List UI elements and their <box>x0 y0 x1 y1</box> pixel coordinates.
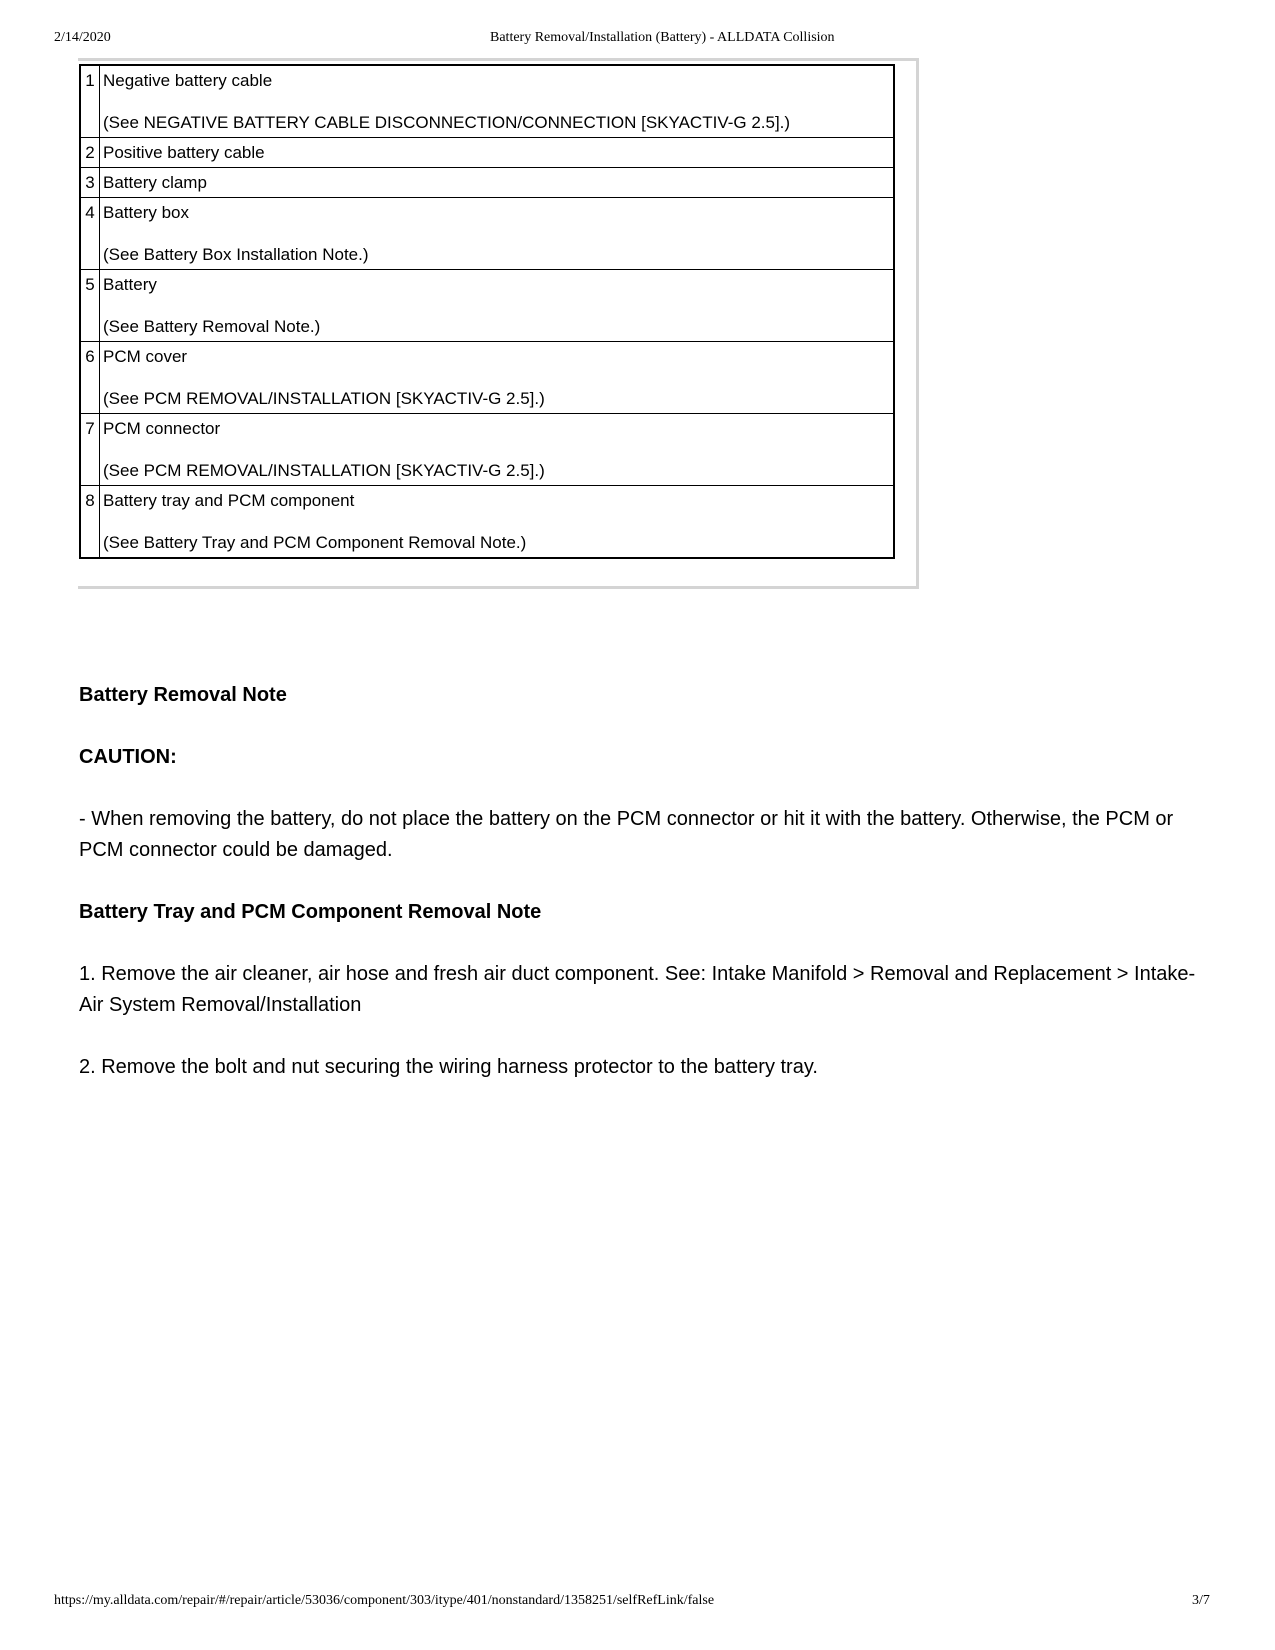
part-description <box>100 168 895 198</box>
table-row <box>80 65 894 138</box>
print-footer <box>0 1593 1275 1613</box>
part-number: 2 <box>80 138 100 168</box>
part-number: 8 <box>80 486 100 559</box>
table-row <box>80 342 894 414</box>
part-name: Positive battery cable <box>103 143 265 162</box>
part-reference-link[interactable]: (See Battery Removal Note.) <box>103 317 321 336</box>
part-reference-link[interactable]: (See PCM REMOVAL/INSTALLATION [SKYACTIV-G 2.5].) <box>103 461 545 480</box>
table-row <box>80 486 894 559</box>
part-reference-link[interactable]: (See PCM REMOVAL/INSTALLATION [SKYACTIV-G 2.5].) <box>103 389 545 408</box>
document-title: Battery Removal/Installation (Battery) - ALLDATA Collision <box>490 30 835 45</box>
part-number: 6 <box>80 342 100 414</box>
table-row <box>80 168 894 198</box>
part-description <box>100 414 895 486</box>
page-url: https://my.alldata.com/repair/#/repair/article/53036/component/303/itype/401/nonstandard/1358251/selfRefLink/false <box>54 1593 715 1608</box>
part-name: PCM connector <box>103 419 221 438</box>
page-number: 3/7 <box>1192 1593 1210 1608</box>
caution-text: - When removing the battery, do not place the battery on the PCM connector or hit it with the battery. Otherwise, the PCM or PCM connector could be damaged. <box>79 808 1174 861</box>
print-header <box>0 30 1275 50</box>
part-number: 4 <box>80 198 100 270</box>
part-name: Battery clamp <box>103 173 207 192</box>
table-row <box>80 198 894 270</box>
article-content <box>79 680 1209 1083</box>
part-name: Battery <box>103 275 157 294</box>
part-description <box>100 486 895 559</box>
part-description <box>100 198 895 270</box>
step-2: 2. Remove the bolt and nut securing the wiring harness protector to the battery tray. <box>79 1056 818 1078</box>
part-description <box>100 342 895 414</box>
part-reference-link[interactable]: (See NEGATIVE BATTERY CABLE DISCONNECTION/CONNECTION [SKYACTIV-G 2.5].) <box>103 113 791 132</box>
part-number: 1 <box>80 65 100 138</box>
caution-label: CAUTION: <box>79 746 177 768</box>
part-name: PCM cover <box>103 347 188 366</box>
part-number: 7 <box>80 414 100 486</box>
part-number: 3 <box>80 168 100 198</box>
table-row <box>80 270 894 342</box>
part-description <box>100 138 895 168</box>
part-name: Battery tray and PCM component <box>103 491 355 510</box>
part-reference-link[interactable]: (See Battery Tray and PCM Component Removal Note.) <box>103 533 527 552</box>
part-reference-link[interactable]: (See Battery Box Installation Note.) <box>103 245 369 264</box>
step-1: 1. Remove the air cleaner, air hose and fresh air duct component. See: Intake Manifold > Removal and Replacement > Intake-Air System Removal/Installation <box>79 963 1196 1016</box>
print-date: 2/14/2020 <box>54 30 111 45</box>
part-name: Battery box <box>103 203 189 222</box>
battery-removal-note-heading: Battery Removal Note <box>79 684 287 706</box>
part-number: 5 <box>80 270 100 342</box>
parts-table <box>79 64 895 559</box>
part-name: Negative battery cable <box>103 71 273 90</box>
table-row <box>80 138 894 168</box>
tray-pcm-removal-note-heading: Battery Tray and PCM Component Removal Note <box>79 901 542 923</box>
part-description <box>100 270 895 342</box>
part-description <box>100 65 895 138</box>
table-row <box>80 414 894 486</box>
